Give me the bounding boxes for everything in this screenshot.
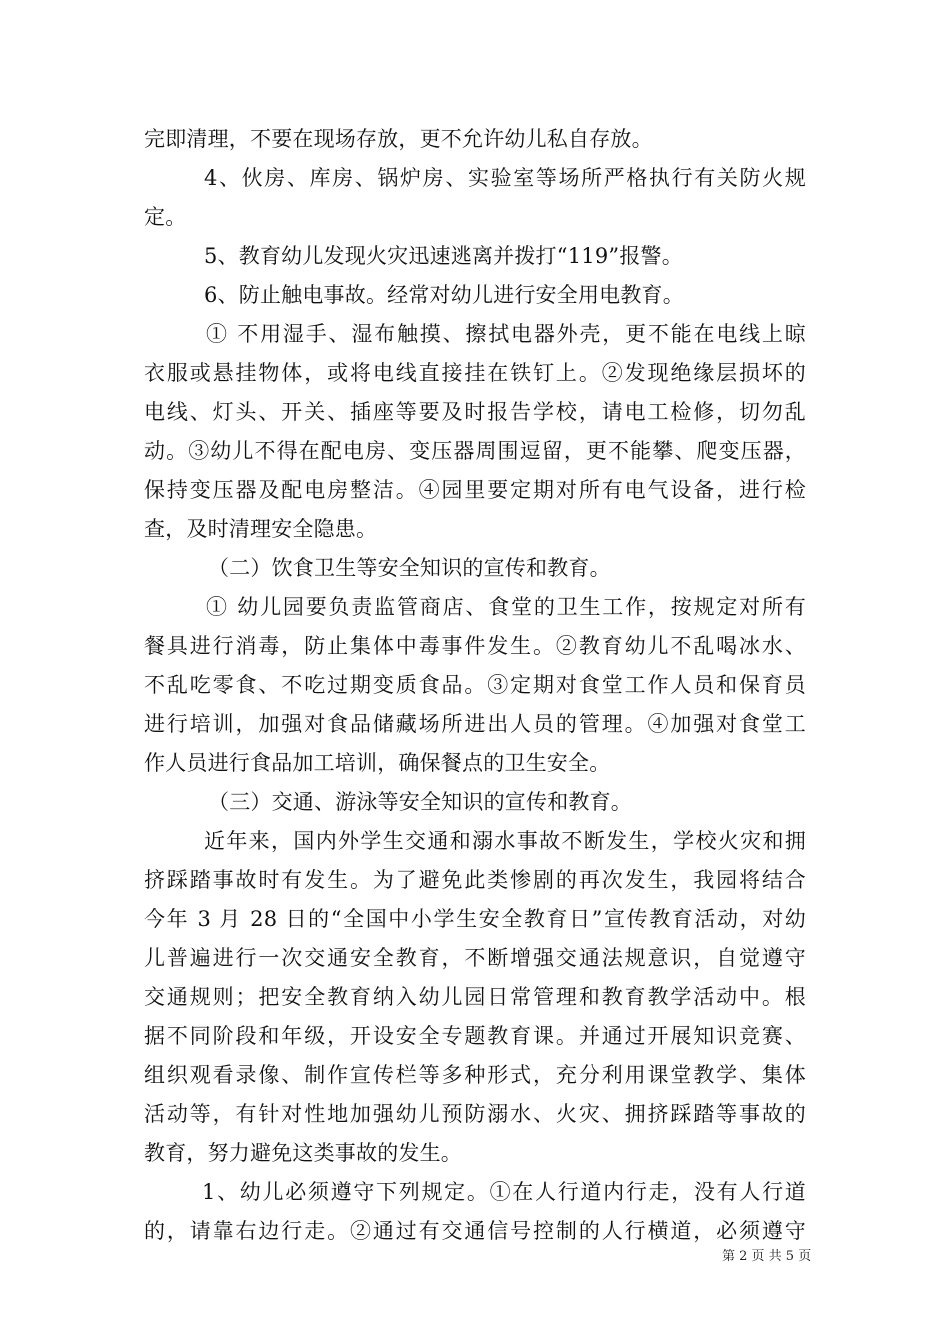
- text-line: 交通规则；把安全教育纳入幼儿园日常管理和教育教学活动中。根: [144, 985, 806, 1009]
- text-line: 今年 3 月 28 日的“全国中小学生安全教育日”宣传教育活动，对幼: [144, 907, 806, 931]
- text-line: 保持变压器及配电房整洁。④园里要定期对所有电气设备，进行检: [144, 478, 806, 502]
- text-line: 挤踩踏事故时有发生。为了避免此类惨剧的再次发生，我园将结合: [144, 868, 806, 892]
- text-line: 5、教育幼儿发现火灾迅速逃离并拨打“119”报警。: [204, 244, 683, 268]
- page-number: 第 2 页 共 5 页: [722, 1249, 812, 1264]
- text-line: 据不同阶段和年级，开设安全专题教育课。并通过开展知识竞赛、: [144, 1024, 806, 1048]
- text-line: 6、防止触电事故。经常对幼儿进行安全用电教育。: [204, 283, 684, 307]
- text-line: 儿普遍进行一次交通安全教育，不断增强交通法规意识，自觉遵守: [144, 946, 806, 970]
- text-line: 作人员进行食品加工培训，确保餐点的卫生安全。: [144, 751, 611, 775]
- text-line: 组织观看录像、制作宣传栏等多种形式，充分利用课堂教学、集体: [144, 1063, 806, 1087]
- text-line: 的，请靠右边行走。②通过有交通信号控制的人行横道，必须遵守: [144, 1219, 806, 1243]
- text-line: 活动等，有针对性地加强幼儿预防溺水、火灾、拥挤踩踏等事故的: [144, 1102, 806, 1126]
- text-line: 衣服或悬挂物体，或将电线直接挂在铁钉上。②发现绝缘层损坏的: [144, 361, 806, 385]
- text-line: 餐具进行消毒，防止集体中毒事件发生。②教育幼儿不乱喝冰水、: [144, 634, 806, 658]
- text-line: 动。③幼儿不得在配电房、变压器周围逗留，更不能攀、爬变压器，: [144, 439, 806, 463]
- text-line: 完即清理，不要在现场存放，更不允许幼儿私自存放。: [144, 127, 653, 151]
- section-heading: （三）交通、游泳等安全知识的宣传和教育。: [208, 790, 632, 814]
- text-line: ① 不用湿手、湿布触摸、擦拭电器外壳，更不能在电线上晾: [206, 322, 806, 346]
- text-line: 进行培训，加强对食品储藏场所进出人员的管理。④加强对食堂工: [144, 712, 806, 736]
- text-line: 不乱吃零食、不吃过期变质食品。③定期对食堂工作人员和保育员: [144, 673, 806, 697]
- text-line: 查，及时清理安全隐患。: [144, 517, 378, 541]
- text-line: 教育，努力避免这类事故的发生。: [144, 1141, 462, 1165]
- document-body: [144, 120, 806, 1251]
- section-heading: （二）饮食卫生等安全知识的宣传和教育。: [208, 556, 611, 580]
- text-line: 电线、灯头、开关、插座等要及时报告学校，请电工检修，切勿乱: [144, 400, 806, 424]
- text-line: 近年来，国内外学生交通和溺水事故不断发生，学校火灾和拥: [204, 829, 806, 853]
- text-line: ① 幼儿园要负责监管商店、食堂的卫生工作，按规定对所有: [206, 595, 806, 619]
- text-line: 1、幼儿必须遵守下列规定。①在人行道内行走，没有人行道: [202, 1180, 806, 1204]
- text-line: 4、伙房、库房、锅炉房、实验室等场所严格执行有关防火规: [204, 166, 806, 190]
- text-line: 定。: [144, 205, 187, 229]
